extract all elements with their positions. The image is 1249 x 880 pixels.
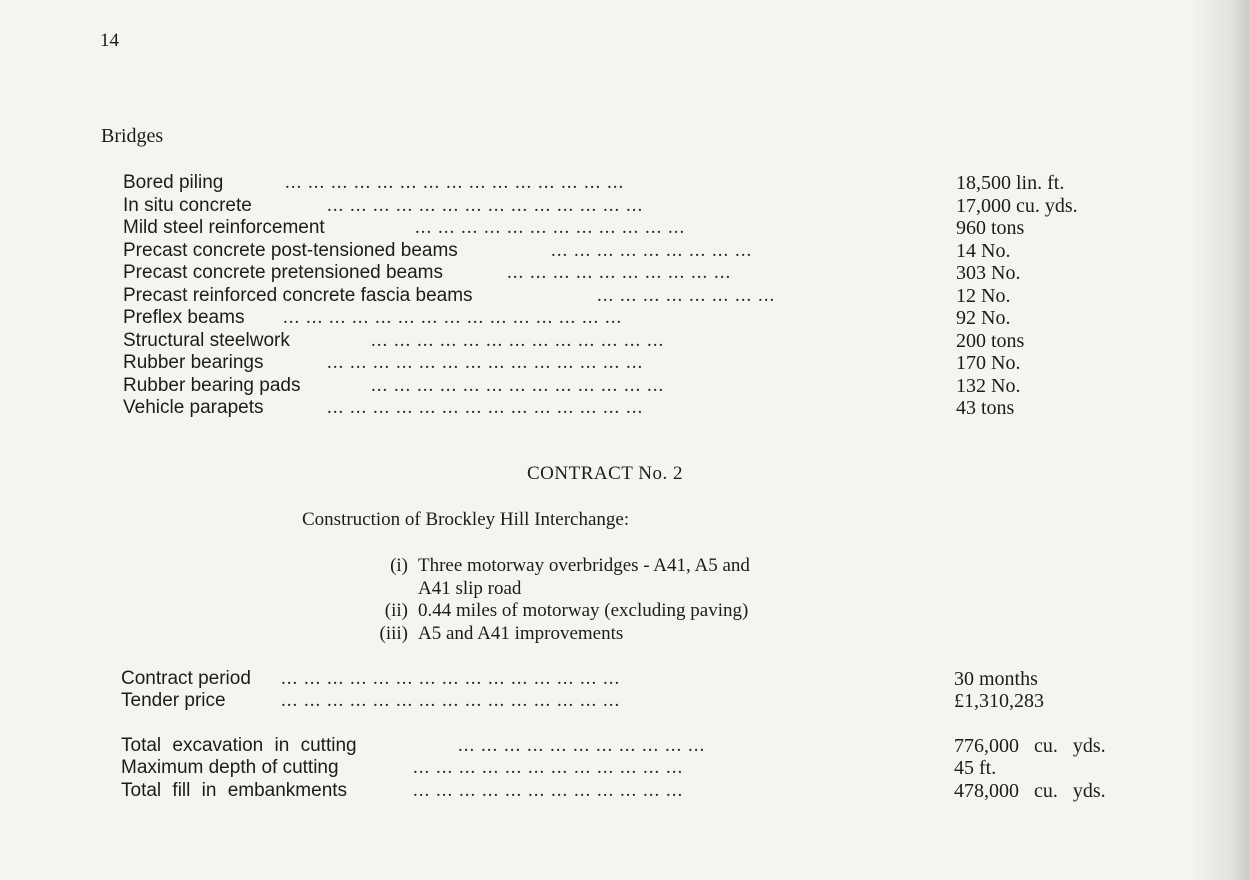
leader-dots: ... ... ... ... ... ... ... ... ... ... ... ... ... ... ... (285, 172, 625, 193)
item-value: 30 months (954, 668, 1038, 690)
item-label: Rubber bearing pads (123, 375, 301, 396)
leader-dots: ... ... ... ... ... ... ... ... ... ... ... ... ... ... ... (281, 668, 621, 689)
item-value: 45 ft. (954, 757, 997, 779)
item-value: 478,000 cu. yds. (954, 780, 1106, 802)
bridges-heading: Bridges (101, 125, 164, 147)
item-label: Bored piling (123, 172, 224, 193)
scope-number: (iii) (379, 623, 408, 644)
leader-dots: ... ... ... ... ... ... ... ... ... ... ... ... ... ... (327, 352, 644, 373)
item-label: Tender price (121, 690, 226, 711)
page-number: 14 (100, 30, 119, 51)
item-label: Maximum depth of cutting (121, 757, 339, 778)
page-edge-shadow (1189, 0, 1249, 880)
contract-title: CONTRACT No. 2 (527, 463, 684, 484)
item-value: 14 No. (956, 240, 1011, 262)
leader-dots: ... ... ... ... ... ... ... ... ... ... ... ... ... ... ... (281, 690, 621, 711)
item-value: 92 No. (956, 307, 1011, 329)
item-label: Precast concrete pretensioned beams (123, 262, 444, 283)
item-value: 170 No. (956, 352, 1021, 374)
item-value: 17,000 cu. yds. (956, 195, 1078, 217)
scope-number: (ii) (384, 600, 408, 621)
scope-text: A5 and A41 improvements (418, 623, 624, 644)
leader-dots: ... ... ... ... ... ... ... ... ... ... ... ... ... ... ... (283, 307, 623, 328)
item-label: Total excavation in cutting (121, 735, 357, 756)
item-label: In situ concrete (123, 195, 252, 216)
item-value: 43 tons (956, 397, 1015, 419)
leader-dots: ... ... ... ... ... ... ... ... (597, 285, 776, 306)
item-value: 303 No. (956, 262, 1021, 284)
item-value: 18,500 lin. ft. (956, 172, 1065, 194)
item-value: 200 tons (956, 330, 1025, 352)
scope-text: 0.44 miles of motorway (excluding paving) (418, 600, 749, 621)
item-label: Structural steelwork (123, 330, 290, 351)
item-label: Total fill in embankments (121, 780, 348, 801)
item-label: Rubber bearings (123, 352, 264, 373)
scope-text: Three motorway overbridges - A41, A5 and (418, 555, 750, 576)
item-label: Contract period (121, 668, 251, 689)
leader-dots: ... ... ... ... ... ... ... ... ... ... ... ... (413, 780, 684, 801)
leader-dots: ... ... ... ... ... ... ... ... ... ... ... ... (415, 217, 686, 238)
item-value: 960 tons (956, 217, 1025, 239)
item-label: Mild steel reinforcement (123, 217, 325, 238)
scope-text: A41 slip road (418, 578, 522, 599)
item-value: £1,310,283 (954, 690, 1044, 712)
item-label: Preflex beams (123, 307, 245, 328)
item-value: 12 No. (956, 285, 1011, 307)
item-label: Precast reinforced concrete fascia beams (123, 285, 473, 306)
leader-dots: ... ... ... ... ... ... ... ... ... ... ... ... ... (371, 330, 665, 351)
item-value: 776,000 cu. yds. (954, 735, 1106, 757)
leader-dots: ... ... ... ... ... ... ... ... ... ... ... ... ... ... (327, 397, 644, 418)
item-label: Precast concrete post-tensioned beams (123, 240, 458, 261)
leader-dots: ... ... ... ... ... ... ... ... ... ... ... (458, 735, 706, 756)
leader-dots: ... ... ... ... ... ... ... ... ... ... ... ... ... (371, 375, 665, 396)
scope-number: (i) (390, 555, 408, 576)
contract-description: Construction of Brockley Hill Interchange: (302, 509, 630, 530)
leader-dots: ... ... ... ... ... ... ... ... ... ... ... ... ... ... (327, 195, 644, 216)
leader-dots: ... ... ... ... ... ... ... ... ... (551, 240, 753, 261)
leader-dots: ... ... ... ... ... ... ... ... ... ... (507, 262, 732, 283)
leader-dots: ... ... ... ... ... ... ... ... ... ... ... ... (413, 757, 684, 778)
item-label: Vehicle parapets (123, 397, 264, 418)
item-value: 132 No. (956, 375, 1021, 397)
